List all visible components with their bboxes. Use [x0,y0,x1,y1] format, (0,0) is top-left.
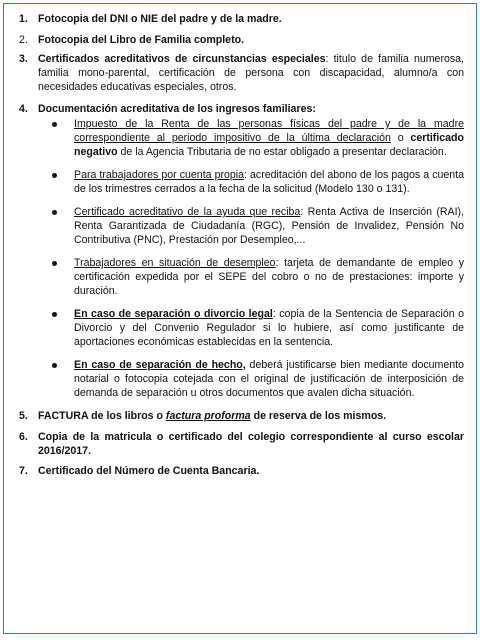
item-number: 1. [19,13,28,25]
item-number: 7. [19,465,28,477]
item-text: Certificado del Número de Cuenta Bancaria. [38,465,260,477]
income-item-title: Impuesto de la Renta de las personas físicas del padre y de la madre correspondiente al periodo impositivo de la última declaración [74,118,464,144]
requirements-list [12,12,464,478]
list-item-4 [12,102,464,400]
bullet-icon [52,210,57,215]
income-item-title: Para trabajadores por cuenta propia [74,169,245,181]
income-item-text: : tarjeta de demandante de empleo y certificación expedida por el SEPE del cobro o no de prestaciones: importe y duración. [74,257,464,297]
income-item-self-employed [38,168,464,196]
income-item-text: : copia de la Sentencia de Separación o Divorcio y del Convenio Regulador si lo hubiere, así como justificante de aportaciones económicas establecidas en la sentencia. [74,308,464,348]
item-emphasis: factura proforma [165,410,251,422]
bullet-icon [52,363,57,368]
income-item-connector: o [390,132,411,144]
income-item-tax-return [38,117,464,159]
income-item-title: En caso de separación de hecho, [74,359,246,371]
item-text: : titulo de familia numerosa, familia mono-parental, certificación de persona con discapacidad, alumno/a con necesidades educativas especiales, otros. [38,53,464,93]
item-number: 4. [19,103,28,115]
list-item-7 [12,464,464,478]
income-item-text: de la Agencia Tributaria de no estar obligado a presentar declaración. [117,146,447,158]
bullet-icon [52,261,57,266]
income-item-unemployed [38,256,464,298]
item-lead: Certificados acreditativos de circunstancias especiales [38,53,326,65]
list-item-5 [12,409,464,423]
bullet-icon [52,122,57,127]
bullet-icon [52,312,57,317]
income-item-legal-separation [38,307,464,349]
item-text: Copia de la matricula o certificado del colegio correspondiente al curso escolar 2016/2017. [38,431,464,457]
item-text: Fotocopia del DNI o NIE del padre y de la madre. [38,13,282,25]
income-item-de-facto-separation [38,358,464,400]
income-item-text: : Renta Activa de Inserción (RAI), Renta Garantizada de Ciudadanía (RGC), Pensión de Invalidez, Pensión No Contributiva (PNC), Prestación por Desempleo,... [74,206,464,246]
income-item-title: En caso de separación o divorcio legal [74,308,273,320]
list-item-2 [12,33,464,47]
bullet-icon [52,173,57,178]
income-item-text: : acreditación del abono de los pagos a cuenta de los trimestres cerrados a la fecha de la solicitud (Modelo 130 o 131). [74,169,464,195]
item-text: Fotocopia del Libro de Familia completo. [38,34,245,46]
item-text: Documentación acreditativa de los ingresos familiares: [38,103,316,115]
list-item-3 [12,52,464,94]
list-item-1 [12,12,464,26]
requirements-box [3,3,477,634]
income-item-emphasis: certificado negativo [74,132,464,158]
income-item-title: Trabajadores en situación de desempleo [74,257,276,269]
income-item-text: deberá justificarse bien mediante documento notarial o fotocopia cotejada con el original de justificación de interposición de demanda de separación u otros documentos que avalen dicha situación. [74,359,464,399]
item-text-end: de reserva de los mismos. [250,410,387,422]
income-item-title: Certificado acreditativo de la ayuda que reciba [74,206,301,218]
list-item-6 [12,430,464,458]
item-number: 3. [19,53,28,65]
item-number: 2. [19,34,28,46]
income-documents-list [38,117,464,400]
item-text: FACTURA de los libros o [38,410,166,422]
item-number: 6. [19,431,28,443]
item-number: 5. [19,410,28,422]
income-item-benefit-certificate [38,205,464,247]
